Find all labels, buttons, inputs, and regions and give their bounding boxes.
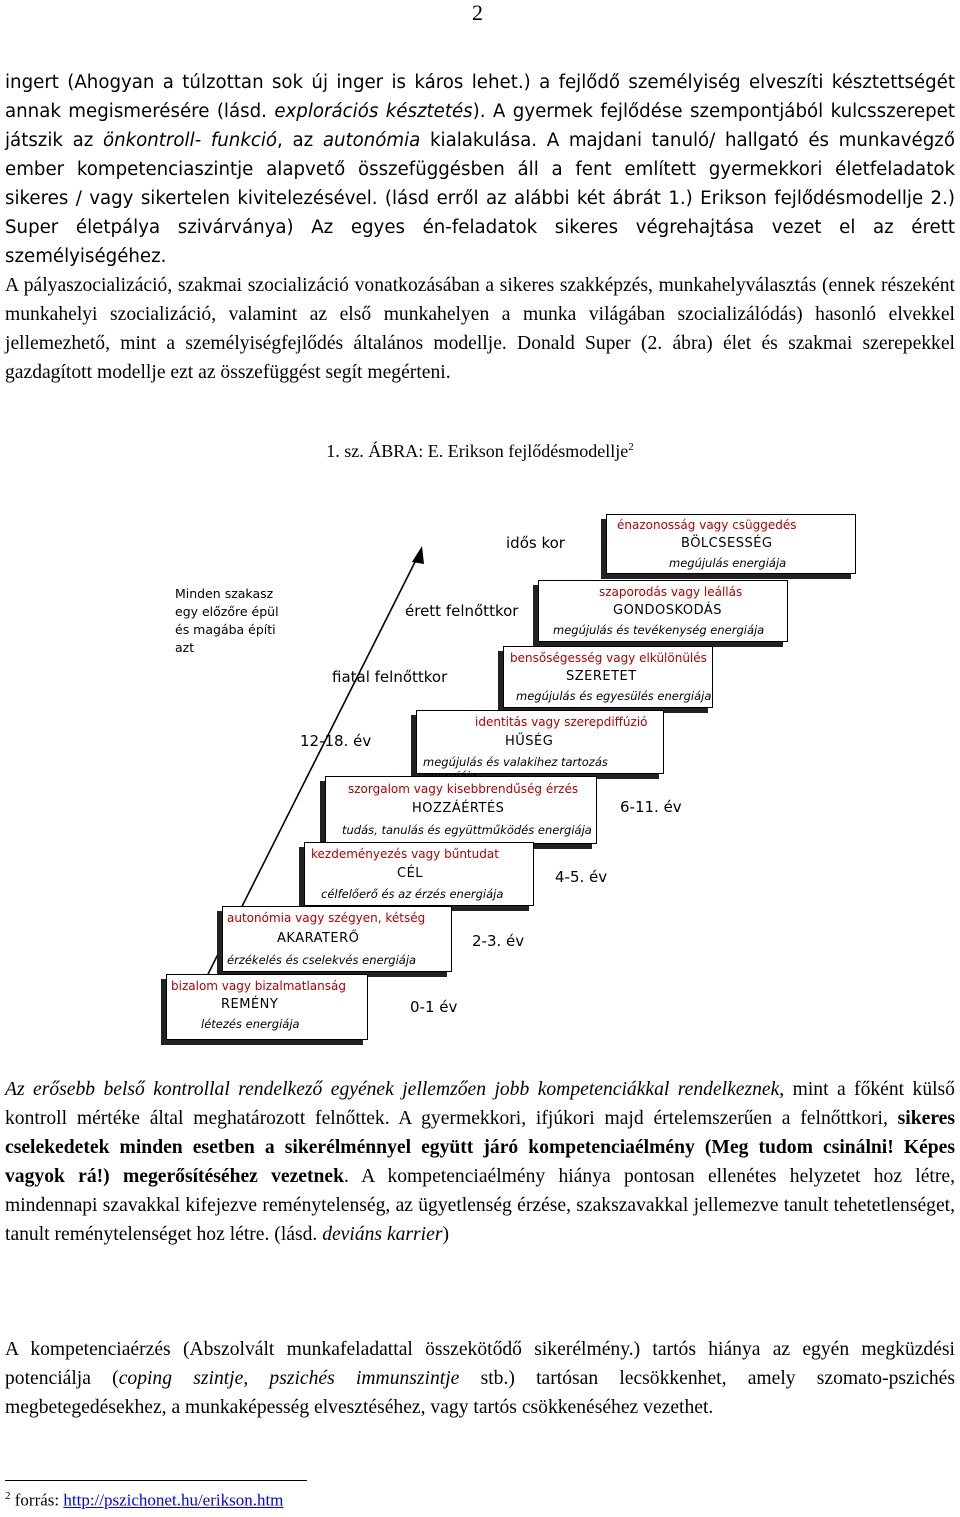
text: , mint a főként külső kontroll mértéke által meghatározott felnőttek. A gyermekkori, ifjúkori majd értelemszerűen a felnőttkori, [5,1079,955,1129]
footnote-divider [5,1480,307,1481]
page-number: 2 [472,0,483,25]
text: stb.) tartósan lecsökkenhet, amely szomato-pszichés megbetegedésekhez, a munkaképesség elvesztéséhez, vagy tartós csökkenéséhez vezethet. [5,1368,956,1418]
term: deviáns karrier [322,1224,443,1245]
age-label: 12-18. év [300,732,372,750]
text: késztettségét annak megismerésére (lásd. [5,72,955,122]
age-label: 4-5. év [555,868,608,886]
text: kialakulása. A [420,130,560,151]
paragraph-coping [5,1335,955,1422]
age-label: 2-3. év [472,932,525,950]
term: coping szintje, pszichés immunszintje [118,1368,460,1389]
emphasis: sikeres cselekedetek minden esetben a sikerélménnyel együtt járó kompetenciaélmény (Meg tudom csinálni! Képes vagyok rá!) megerősítéséhez vezetnek [5,1108,955,1187]
text: , az [277,130,323,151]
stage-step: szorgalom vagy kisebbrendűség érzés HOZZÁÉRTÉS tudás, tanulás és együttműködés energiája [325,776,597,844]
text: szempontjából kulcsszerepet játszik az [5,101,955,151]
term: explorációs késztetés [274,101,473,122]
erikson-diagram [0,500,960,1050]
paragraph-competence [5,1075,955,1249]
stage-step: autonómia vagy szégyen, kétség AKARATERŐ érzékelés és cselekvés energiája [222,906,452,972]
note: Minden szakasz egy előzőre épül és magába építi azt [175,586,279,655]
source-link[interactable]: http://pszichonet.hu/erikson.htm [63,1490,284,1510]
term: autonómia [322,130,421,151]
stage-step: énazonosság vagy csüggedés BÖLCSESSÉG megújulás energiája [606,514,856,574]
age-label: 6-11. év [620,798,682,816]
figure-caption: 1. sz. ÁBRA: E. Erikson fejlődésmodellje$^2$ [326,441,634,461]
text: ingert (Ahogyan a túlzottan sok új inger is káros lehet.) a fejlődő személyiség elveszíti [5,72,824,93]
text: A kompetenciaérzés (Abszolvált munkafeladattal összekötődő sikerélmény.) tartós hiánya az egyén megküzdési potenciálja ( [5,1339,955,1389]
paragraph-socialization [5,271,955,387]
age-label: idős kor [506,534,565,552]
stage-step: szaporodás vagy leállás GONDOSKODÁS megújulás és tevékenység energiája [538,580,788,642]
stage-step: bensőségesség vagy elkülönülés SZERETET megújulás és egyesülés energiája [503,646,713,708]
stage-step: bizalom vagy bizalmatlanság REMÉNY létezés energiája [166,974,368,1040]
age-label: 0-1 év [410,998,458,1016]
text: ). A gyermek fejlődése [472,101,683,122]
stage-step: identitás vagy szerepdiffúzió HŰSÉG megújulás és valakihez tartozás [416,710,664,774]
stage-step: kezdeményezés vagy bűntudat CÉL célfelőerő és az érzés energiája [304,842,534,906]
text: Az erősebb belső kontrollal rendelkező egyének jellemzően jobb kompetenciákkal rendelkeznek [5,1079,780,1100]
age-label: fiatal felnőttkor [332,668,448,686]
footnote: $^2$ forrás: http://pszichonet.hu/erikson.htm [5,1490,284,1510]
text: . A kompetenciaélmény hiánya pontosan ellenétes helyzetet hoz létre, mindennapi szavakkal kifejezve reménytelenség, az ügyetlenség érzése, szakszavakkal jellemezve tanult tehetetlenséget, tanult reménytelenséget hoz létre. (lásd. [5,1166,955,1245]
age-label: érett felnőttkor [405,602,519,620]
text: A pályaszocializáció, szakmai szocializáció vonatkozásában a sikeres szakképzés, munkahelyválasztás (ennek részeként munkahelyi szocializáció, valamint az első munkahelyen a munka világában szocializálódás) hasonló elvekkel jellemezhető, mint a személyiségfejlődés általános modellje. Donald Super (2. ábra) élet és szakmai szerepekkel gazdagított modellje ezt az összefüggést segít megérteni. [5,275,955,383]
paragraph-intro [5,68,955,271]
term: önkontroll- funkció [102,130,278,151]
text: majdani tanuló/ hallgató és munkavégző ember kompetenciaszintje alapvető összefüggésben áll a fent említett gyermekkori életfeladatok sikeres / vagy sikertelen kivitelezésével. (lásd erről az alábbi két ábrát 1.) Erikson fejlődésmodellje 2.) Super életpálya szivárványa) Az egyes én-feladatok sikeres végrehajtása vezet el az érett személyiségéhez. [5,130,955,267]
text: ) [442,1224,449,1245]
